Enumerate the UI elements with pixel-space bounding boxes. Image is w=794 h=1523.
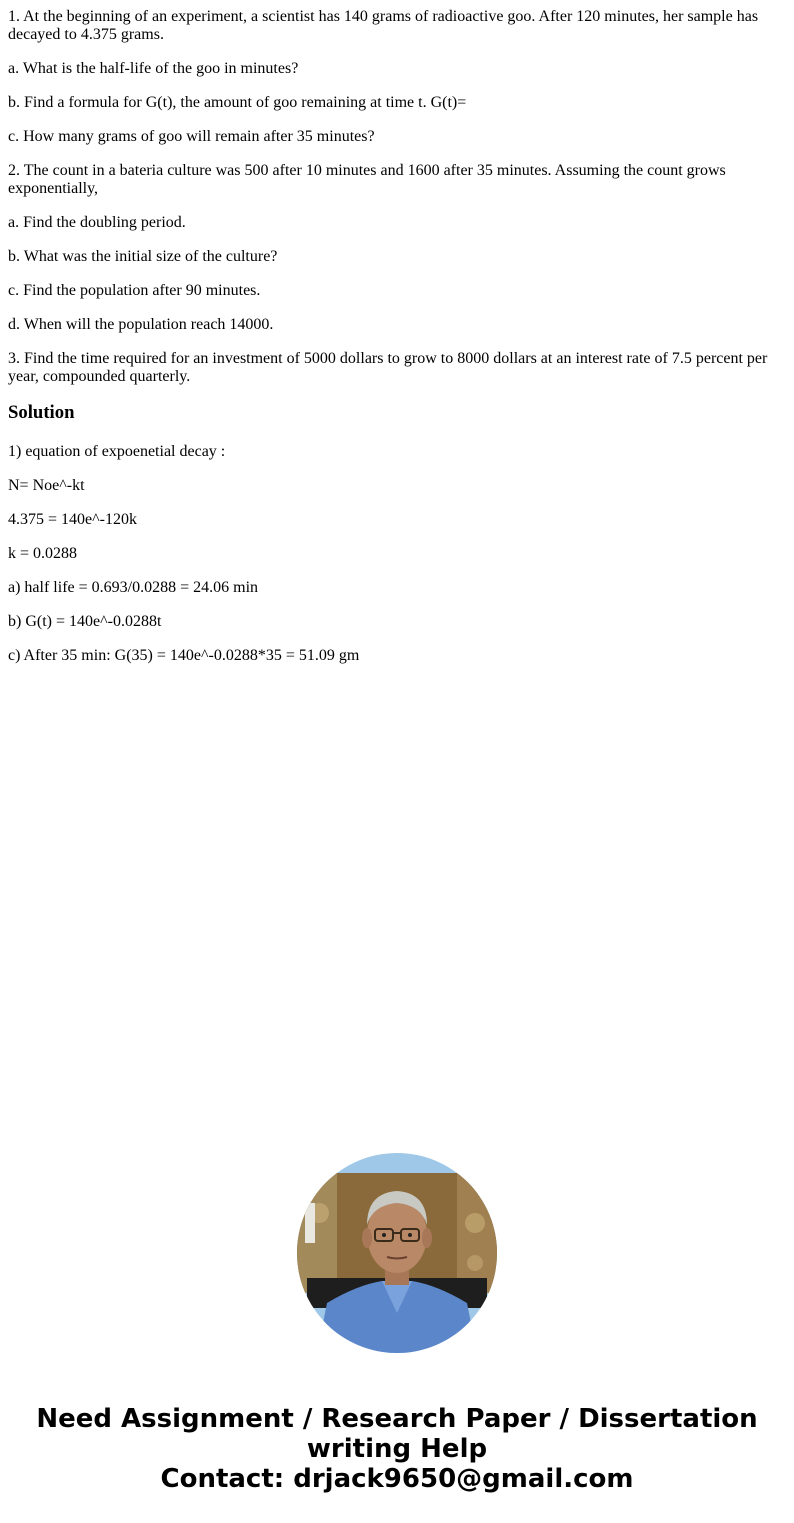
solution-line: k = 0.0288 — [8, 545, 78, 562]
solution-line: a) half life = 0.693/0.0288 = 24.06 min — [8, 579, 259, 596]
question-3: 3. Find the time required for an investment of 5000 dollars to grow to 8000 dollars at an interest rate of 7.5 percent per year, compounded quarterly. — [8, 350, 768, 385]
solution-line: c) After 35 min: G(35) = 140e^-0.0288*35 = 51.09 gm — [8, 647, 360, 664]
solution-line: 4.375 = 140e^-120k — [8, 511, 137, 528]
question-1-part-b: b. Find a formula for G(t), the amount of goo remaining at time t. G(t)= — [8, 94, 467, 111]
question-1-part-c: c. How many grams of goo will remain after 35 minutes? — [8, 128, 375, 145]
footer-line-2: writing Help — [306, 1434, 488, 1464]
question-2-part-c: c. Find the population after 90 minutes. — [8, 282, 261, 299]
solution-line: N= Noe^-kt — [8, 477, 85, 494]
question-2-intro: 2. The count in a bateria culture was 500 after 10 minutes and 1600 after 35 minutes. Assuming the count grows exponentially, — [8, 162, 726, 197]
footer-contact-line: Contact: drjack9650@gmail.com — [160, 1464, 634, 1494]
tutor-portrait-photo — [297, 1153, 497, 1353]
question-1-part-a: a. What is the half-life of the goo in minutes? — [8, 60, 299, 77]
solution-heading: Solution — [8, 402, 75, 423]
footer-line-1: Need Assignment / Research Paper / Dissertation — [36, 1404, 758, 1434]
question-1-intro: 1. At the beginning of an experiment, a scientist has 140 grams of radioactive goo. After 120 minutes, her sample has decayed to 4.375 grams. — [8, 8, 759, 43]
tutor-avatar — [297, 1153, 497, 1353]
solution-line: b) G(t) = 140e^-0.0288t — [8, 613, 162, 630]
question-2-part-b: b. What was the initial size of the culture? — [8, 248, 278, 265]
question-2-part-d: d. When will the population reach 14000. — [8, 316, 274, 333]
solution-line: 1) equation of expoenetial decay : — [8, 443, 226, 460]
question-2-part-a: a. Find the doubling period. — [8, 214, 186, 231]
contact-footer — [0, 1404, 794, 1494]
document-body — [8, 8, 786, 681]
